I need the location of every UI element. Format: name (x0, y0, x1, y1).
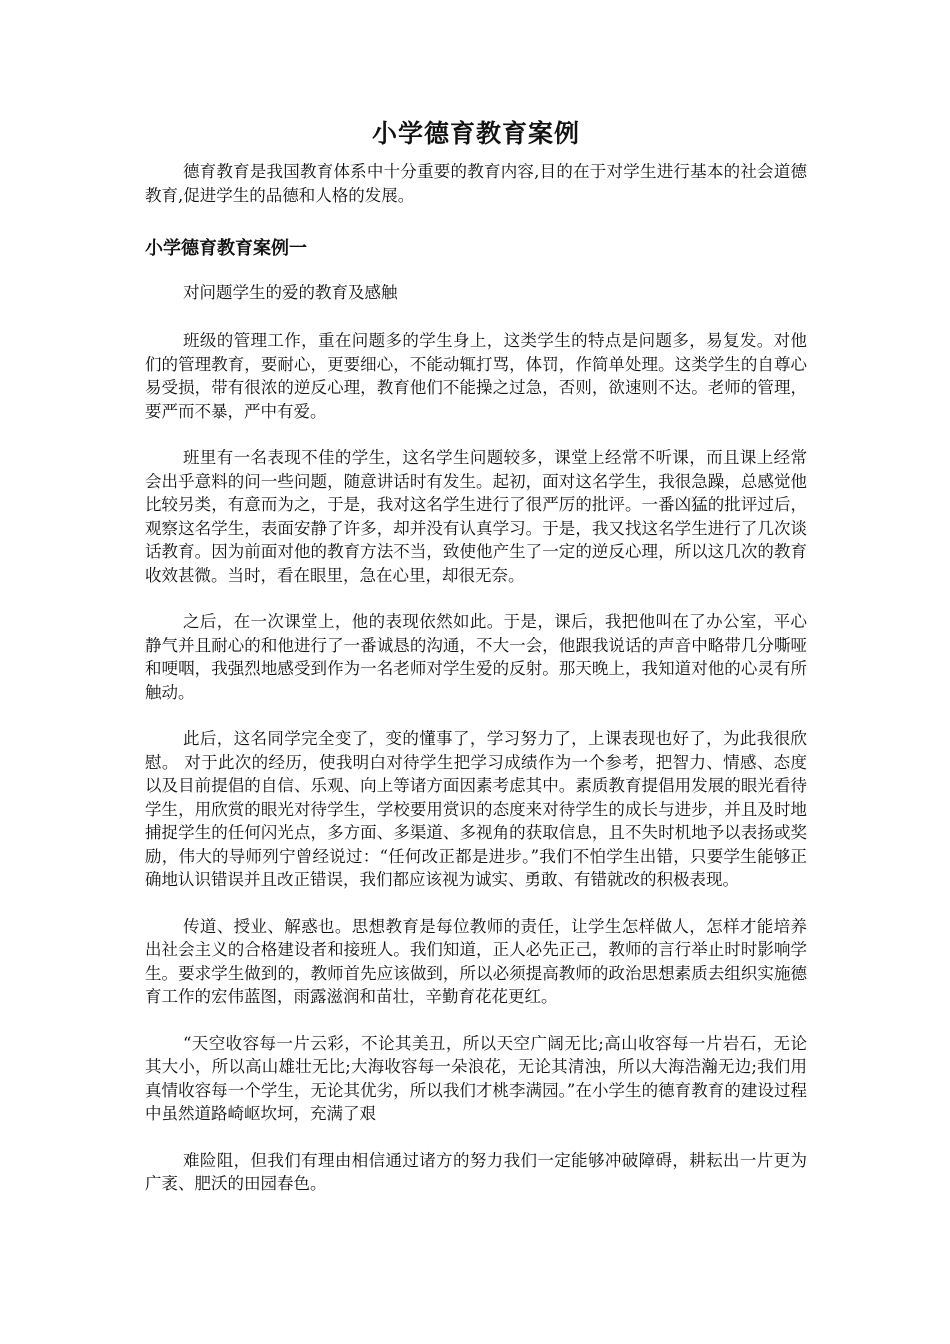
section-heading: 小学德育教育案例一 (145, 238, 307, 259)
document-body (145, 110, 807, 1219)
body-paragraph: 此后，这名同学完全变了，变的懂事了，学习努力了，上课表现也好了，为此我很欣慰。 对于此次的经历，使我明白对待学生把学习成绩作为一个参考，把智力、情感、态度以及目前提倡的自信、乐观、向上等诸方面因素考虑其中。素质教育提倡用发展的眼光看待学生，用欣赏的眼光对待学生，学校要用赏识的态度来对待学生的成长与进步，并且及时地捕捉学生的任何闪光点，多方面、多渠道、多视角的获取信息，且不失时机地予以表扬或奖励，伟大的导师列宁曾经说过：“任何改正都是进步。”我们不怕学生出错，只要学生能够正确地认识错误并且改正错误，我们都应该视为诚实、勇敢、有错就改的积极表现。 (145, 729, 807, 889)
body-paragraph: “天空收容每一片云彩，不论其美丑，所以天空广阔无比;高山收容每一片岩石，无论其大小，所以高山雄壮无比;大海收容每一朵浪花，无论其清浊，所以大海浩瀚无边;我们用真情收容每一个学生，无论其优劣，所以我们才桃李满园。”在小学生的德育教育的建设过程中虽然道路崎岖坎坷，充满了艰 (145, 1033, 807, 1123)
body-paragraph: 班级的管理工作，重在问题多的学生身上，这类学生的特点是问题多，易复发。对他们的管理教育，要耐心，更要细心，不能动辄打骂，体罚，作简单处理。这类学生的自尊心易受损，带有很浓的逆反心理，教育他们不能操之过急，否则，欲速则不达。老师的管理，要严而不暴，严中有爱。 (145, 331, 807, 421)
section-subtitle: 对问题学生的爱的教育及感触 (182, 283, 398, 302)
body-paragraph: 之后，在一次课堂上，他的表现依然如此。于是，课后，我把他叫在了办公室，平心静气并且耐心的和他进行了一番诚恳的沟通，不大一会，他跟我说话的声音中略带几分嘶哑和哽咽，我强烈地感受到作为一名老师对学生爱的反射。那天晚上，我知道对他的心灵有所触动。 (145, 612, 807, 702)
body-paragraph: 班里有一名表现不佳的学生，这名学生问题较多，课堂上经常不听课，而且课上经常会出乎意料的问一些问题，随意讲话时有发生。起初，面对这名学生，我很急躁，总感觉他比较另类，有意而为之，于是，我对这名学生进行了很严厉的批评。一番凶猛的批评过后，观察这名学生，表面安静了许多，却并没有认真学习。于是，我又找这名学生进行了几次谈话教育。因为前面对他的教育方法不当，致使他产生了一定的逆反心理，所以这几次的教育收效甚微。当时，看在眼里，急在心里，却很无奈。 (145, 448, 807, 585)
body-paragraph: 难险阻，但我们有理由相信通过诸方的努力我们一定能够冲破障碍，耕耘出一片更为广袤、肥沃的田园春色。 (145, 1150, 807, 1193)
intro-paragraph: 德育教育是我国教育体系中十分重要的教育内容,目的在于对学生进行基本的社会道德教育,促进学生的品德和人格的发展。 (145, 162, 807, 205)
body-paragraph: 传道、授业、解惑也。思想教育是每位教师的责任，让学生怎样做人，怎样才能培养出社会主义的合格建设者和接班人。我们知道，正人必先正己，教师的言行举止时时影响学生。要求学生做到的，教师首先应该做到，所以必须提高教师的政治思想素质去组织实施德育工作的宏伟蓝图，雨露滋润和苗壮，辛勤育花花更红。 (145, 916, 807, 1006)
document-title: 小学德育教育案例 (371, 119, 580, 148)
